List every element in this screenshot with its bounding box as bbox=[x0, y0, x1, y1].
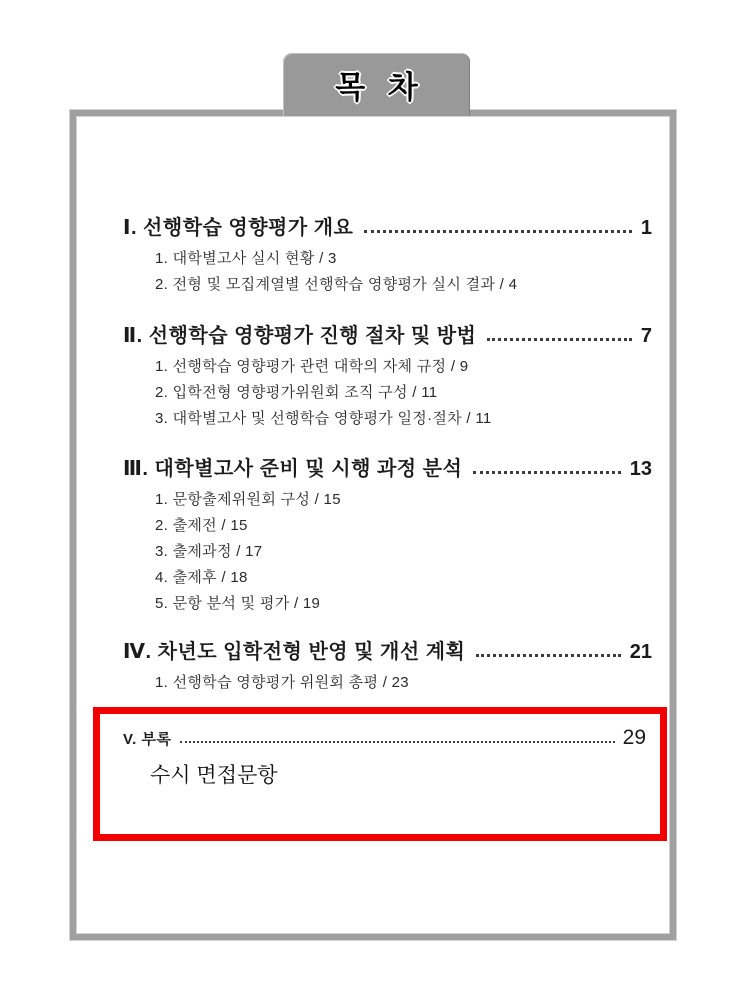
toc-entry bbox=[123, 456, 652, 482]
toc-entry bbox=[123, 215, 652, 241]
toc-subentry: 3. 출제과정 / 17 bbox=[155, 543, 263, 560]
section-title: Ⅲ. 대학별고사 준비 및 시행 과정 분석 bbox=[123, 458, 463, 480]
toc-subentry: 1. 선행학습 영향평가 관련 대학의 자체 규정 / 9 bbox=[155, 358, 469, 375]
toc-subentry: 4. 출제후 / 18 bbox=[155, 569, 248, 586]
toc-subentry: 2. 전형 및 모집계열별 선행학습 영향평가 실시 결과 / 4 bbox=[155, 276, 518, 293]
section-title: Ⅰ. 선행학습 영향평가 개요 bbox=[123, 217, 354, 239]
toc-entry bbox=[123, 639, 652, 665]
section-page-number: 7 bbox=[640, 325, 652, 347]
dot-leader bbox=[473, 471, 620, 474]
toc-entry bbox=[123, 726, 646, 750]
toc-section-4 bbox=[123, 639, 652, 693]
toc-tab bbox=[283, 53, 470, 116]
section-page-number: 1 bbox=[640, 217, 652, 239]
appendix-note: 수시 면접문항 bbox=[150, 764, 278, 787]
toc-subentry: 1. 문항출제위원회 구성 / 15 bbox=[155, 491, 341, 508]
page-frame bbox=[70, 110, 676, 940]
toc-subentry: 2. 출제전 / 15 bbox=[155, 517, 248, 534]
dot-leader bbox=[364, 230, 632, 233]
dot-leader bbox=[476, 654, 620, 657]
toc-subentry: 3. 대학별고사 및 선행학습 영향평가 일정·절차 / 11 bbox=[155, 410, 492, 427]
toc-section-2 bbox=[123, 323, 652, 429]
section-title: V. 부록 bbox=[123, 731, 172, 748]
toc-subentry: 5. 문항 분석 및 평가 / 19 bbox=[155, 595, 321, 612]
toc-section-3 bbox=[123, 456, 652, 614]
section-title: Ⅳ. 차년도 입학전형 반영 및 개선 계획 bbox=[123, 641, 466, 663]
toc-section-1 bbox=[123, 215, 652, 295]
section-page-number: 21 bbox=[629, 641, 652, 663]
dot-leader bbox=[487, 338, 632, 341]
dot-leader bbox=[180, 741, 614, 743]
highlight-box-section-5 bbox=[93, 707, 667, 841]
toc-subentry: 2. 입학전형 영향평가위원회 조직 구성 / 11 bbox=[155, 384, 438, 401]
toc-subentry: 1. 선행학습 영향평가 위원회 총평 / 23 bbox=[155, 674, 409, 691]
toc-tab-label: 목 차 bbox=[335, 70, 425, 105]
section-page-number: 29 bbox=[622, 726, 646, 749]
table-of-contents bbox=[76, 116, 670, 934]
toc-subentry: 1. 대학별고사 실시 현황 / 3 bbox=[155, 250, 337, 267]
section-title: Ⅱ. 선행학습 영향평가 진행 절차 및 방법 bbox=[123, 325, 477, 347]
section-page-number: 13 bbox=[629, 458, 652, 480]
toc-entry bbox=[123, 323, 652, 349]
